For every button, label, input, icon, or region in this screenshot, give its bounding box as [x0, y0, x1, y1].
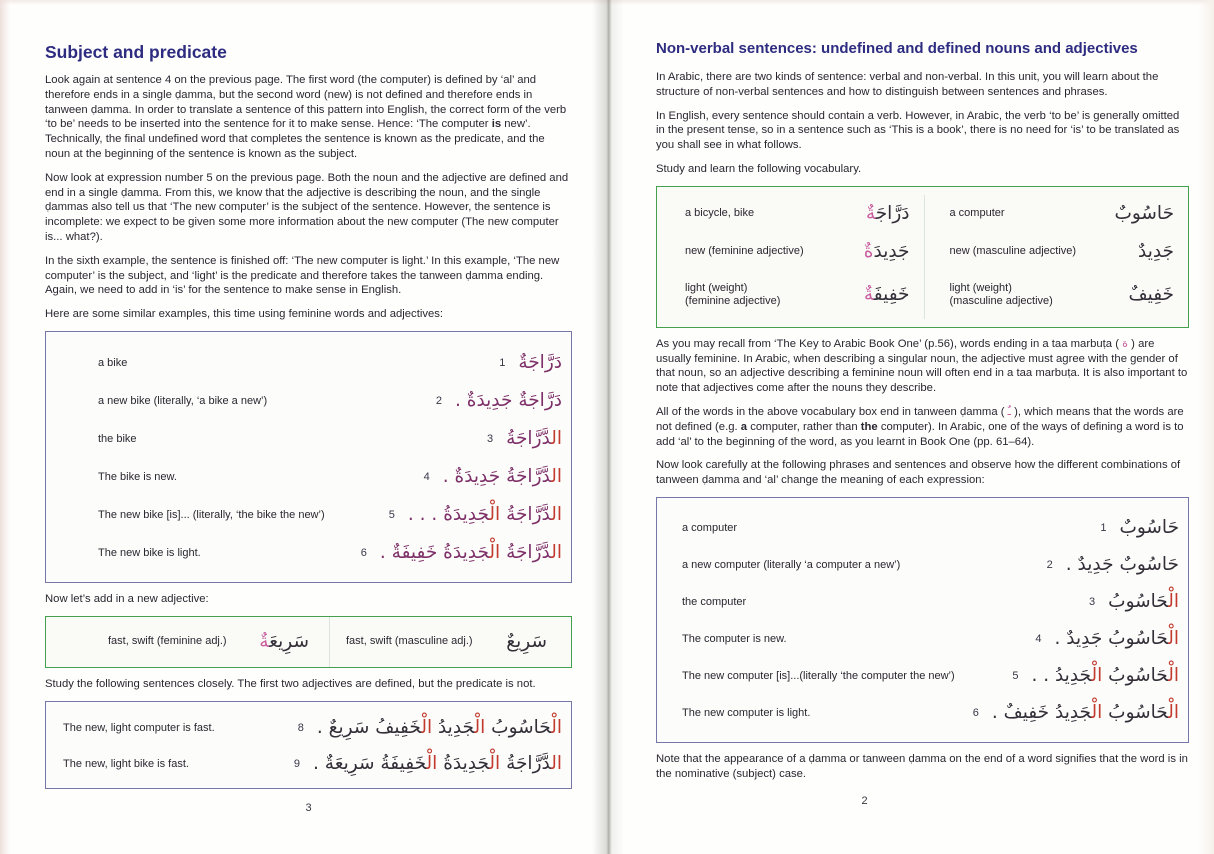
- text-segment: دَّرَّاجَةُ: [500, 752, 552, 774]
- vocab-row: [46, 617, 571, 667]
- examples-box-masculine: [656, 497, 1189, 743]
- example-number: 5: [388, 508, 395, 521]
- text-segment: دَرَّاجَ: [875, 202, 910, 224]
- english-gloss: The new computer [is]...(literally ‘the computer the new’): [682, 670, 955, 683]
- example-row: [657, 547, 1188, 584]
- arabic-text: [1128, 280, 1174, 310]
- arabic-text: [1055, 624, 1179, 654]
- text-segment: الْ: [474, 716, 486, 738]
- english-label: [685, 282, 780, 308]
- text-segment: حَاسُوبُ: [1102, 702, 1169, 724]
- text-segment: خَفِيفٌ: [1128, 283, 1174, 305]
- text-segment: الْ: [489, 541, 501, 563]
- text-segment: Here are some similar examples, this time using feminine words and adjectives:: [45, 308, 444, 321]
- text-segment: Study and learn the following vocabulary.: [656, 162, 862, 175]
- arabic-text: [443, 462, 562, 492]
- english-label-line: new (masculine adjective): [949, 245, 1077, 258]
- text-segment: الْ: [489, 503, 501, 525]
- text-segment: ), which means that the words are not defined (e.g.: [656, 405, 1184, 433]
- english-label: [950, 207, 1005, 220]
- text-segment: الْ: [551, 716, 562, 738]
- example-row: [46, 344, 571, 382]
- text-segment: الْ: [421, 716, 433, 738]
- text-segment: ةٌ: [259, 630, 270, 652]
- text-segment: الْ: [1091, 665, 1103, 687]
- text-segment: الْ: [1168, 628, 1179, 650]
- english-gloss: The new bike [is]... (literally, ‘the bike the new’): [98, 508, 325, 521]
- english-label-line: (feminine adjective): [685, 294, 781, 307]
- english-label-line: light (weight): [685, 281, 748, 294]
- paragraph: [656, 752, 1189, 782]
- example-row: [46, 420, 571, 458]
- example-row: [46, 496, 571, 534]
- english-gloss: the computer: [682, 596, 747, 609]
- english-label-line: new (feminine adjective): [685, 245, 804, 258]
- examples-box-feminine: [45, 331, 572, 583]
- text-segment: Now look carefully at the following phrases and sentences and observe how the different combinations of tanween ḍamma and ‘al’ change the meaning of each expression:: [656, 459, 1181, 487]
- text-segment: Study the following sentences closely. The first two adjectives are defined, but the predicate is not.: [45, 677, 536, 690]
- page-title: Non-verbal sentences: undefined and defined nouns and adjectives: [656, 40, 1138, 57]
- example-number: 2: [1046, 559, 1053, 572]
- text-segment: new’. Technically, the final undefined word that completes the sentence is known as the predicate, and the noun at the beginning of the sentence is known as the subject.: [45, 118, 545, 160]
- english-label-line: light (weight): [949, 281, 1012, 294]
- text-segment: ةٌ: [863, 283, 874, 305]
- text-segment: Now look at expression number 5 on the previous page. Both the noun and the adjective are defined and end in a single ḍamma. From this, we know that the adjective is describing the noun, and the single ḍammas also tell us that ‘The new computer’ is the subject of the sentence. However, the sentence is incomplete: we expect to be given some more information about the new computer (The new computer is... what?).: [45, 171, 569, 243]
- english-gloss: a computer: [682, 522, 738, 535]
- text-segment: سَرِيعَ: [269, 630, 309, 652]
- scan-edge-right: [1198, 0, 1214, 854]
- arabic-text: [1138, 237, 1174, 267]
- english-label-line: fast, swift (masculine adj.): [346, 635, 473, 648]
- arabic-text: [259, 627, 309, 657]
- paragraph: [656, 162, 1189, 177]
- vocab-cell: [925, 271, 1189, 319]
- vocab-cell: [925, 195, 1189, 233]
- text-segment: خَفِيفَ: [873, 283, 910, 305]
- english-gloss: The new computer is light.: [682, 707, 811, 720]
- text-segment: computer). In Arabic, one of the ways of defining a word is to add ‘al’ to the beginning of the word, as you learnt in Book One (pp. 61–64).: [656, 420, 1184, 448]
- text-segment: دَرَّاجَةٌ: [518, 351, 562, 373]
- text-segment: حَاسُوبٌ: [1114, 202, 1174, 224]
- vocab-cell: [657, 271, 925, 319]
- arabic-text: [408, 500, 562, 530]
- vocab-cell: [925, 233, 1189, 271]
- example-number: 1: [499, 356, 506, 369]
- page-title: Subject and predicate: [45, 42, 227, 62]
- example-number: 3: [1089, 596, 1096, 609]
- paragraph: [45, 592, 572, 607]
- arabic-text: [866, 199, 910, 229]
- text-segment: جَدِيدُ: [432, 716, 475, 738]
- text-segment: Look again at sentence 4 on the previous page. The first word (the computer) is defined by ‘al’ and therefore ends in a single ḍamma, but the second word (new) is not defined and therefore ends in tanween ḍamma. In order to translate a sentence of this pattern into English, the correct form of the verb ‘to be’ needs to be inserted into the sentence for it to make sense. Hence: ‘The computer: [45, 74, 567, 131]
- text-segment: All of the words in the above vocabulary box end in tanween ḍamma (: [656, 405, 1008, 418]
- text-segment: In the sixth example, the sentence is finished off: ‘The new computer is light.’ In this example, ‘The new computer’ is the subject, and ‘light’ is the predicate and therefore takes the tanween ḍamma ending. Again, we need to add in ‘is’ for the sentence to make sense in English.: [45, 254, 560, 297]
- text-segment: the: [860, 420, 878, 433]
- arabic-text: [992, 698, 1179, 728]
- english-label: [685, 245, 804, 258]
- text-segment: Note that the appearance of a ḍamma or tanween ḍamma on the end of a word signifies that the word is in the nominative (subject) case.: [656, 752, 1188, 780]
- text-segment: جَدِيدُ خَفِيفٌ .: [991, 702, 1092, 724]
- right-page: [656, 40, 1189, 807]
- arabic-text: [380, 538, 562, 568]
- paragraph: [45, 677, 572, 692]
- english-gloss: The new, light computer is fast.: [63, 721, 215, 734]
- example-row: [46, 382, 571, 420]
- page-number: 3: [305, 801, 312, 814]
- text-segment: ال: [551, 465, 562, 487]
- example-row: [657, 695, 1188, 732]
- inline-arabic: ة: [1122, 336, 1129, 350]
- text-segment: حَاسُوبُ جَدِيدٌ .: [1054, 628, 1169, 650]
- text-segment: خَفِيفَةُ سَرِيعَةٌ .: [313, 752, 427, 774]
- example-number: 3: [486, 432, 494, 445]
- text-segment: a: [740, 420, 748, 433]
- text-segment: جَدِيدَةُ . . .: [407, 503, 490, 525]
- example-row: [46, 458, 571, 496]
- arabic-text: [455, 386, 562, 416]
- paragraph: [45, 73, 572, 162]
- text-segment: دَّرَّاجَةُ جَدِيدَةٌ .: [442, 465, 552, 487]
- text-segment: In English, every sentence should contain a verb. However, in Arabic, the verb ‘to be’ is generally omitted in the present tense, so in a sentence such as ‘This is a book’, there is no need for ‘is’ to be translated as you shall see in what follows.: [656, 109, 1180, 152]
- arabic-text: [1114, 199, 1174, 229]
- text-segment: سَرِيعٌ: [506, 630, 547, 652]
- sentences-box: [45, 701, 572, 789]
- example-row: [46, 710, 571, 746]
- text-segment: خَفِيفُ سَرِيعٌ .: [316, 716, 422, 738]
- english-label: [346, 635, 473, 648]
- english-gloss: a bike: [98, 356, 128, 369]
- text-segment: دَرَّاجَةٌ جَدِيدَةٌ .: [454, 389, 562, 411]
- text-segment: دَّرَّاجَةُ: [500, 503, 552, 525]
- text-segment: حَاسُوبُ: [485, 716, 552, 738]
- english-label-line: (masculine adjective): [949, 294, 1053, 307]
- text-segment: As you may recall from ‘The Key to Arabic Book One’ (p.56), words ending in a taa marbuṭa (: [656, 337, 1123, 350]
- vocab-cell: [330, 617, 571, 667]
- english-label-line: fast, swift (feminine adj.): [108, 635, 227, 648]
- text-segment: جَدِيدَ: [873, 240, 910, 262]
- text-segment: ةٌ: [863, 240, 874, 262]
- english-label-line: a computer: [949, 207, 1005, 220]
- text-segment: is: [491, 118, 502, 131]
- paragraph: [656, 109, 1189, 153]
- text-segment: حَاسُوبُ: [1102, 665, 1169, 687]
- vocab-cell: [657, 195, 925, 233]
- text-segment: الْ: [1168, 702, 1179, 724]
- text-segment: ال: [551, 541, 562, 563]
- example-row: [657, 621, 1188, 658]
- example-row: [657, 658, 1188, 695]
- english-label: [108, 635, 227, 648]
- arabic-text: [1066, 550, 1179, 580]
- example-number: 5: [1012, 670, 1019, 683]
- arabic-text: [1119, 513, 1179, 543]
- text-segment: computer, rather than: [747, 420, 861, 433]
- example-row: [46, 534, 571, 572]
- english-label: [950, 282, 1053, 308]
- english-label-line: a bicycle, bike: [685, 207, 755, 220]
- arabic-text: [317, 713, 562, 743]
- text-segment: ال: [551, 503, 562, 525]
- adjective-vocab-box: [45, 616, 572, 668]
- paragraph: [656, 337, 1189, 396]
- text-segment: حَاسُوبٌ: [1119, 517, 1179, 539]
- text-segment: In Arabic, there are two kinds of sentence: verbal and non-verbal. In this unit, you will learn about the structure of non-verbal sentences and how to distinguish between sentences and phrases.: [656, 71, 1159, 98]
- text-segment: دَّرَّاجَةُ: [500, 541, 552, 563]
- text-segment: جَدِيدَةُ: [437, 752, 490, 774]
- english-gloss: The new, light bike is fast.: [63, 757, 189, 770]
- example-number: 2: [435, 394, 442, 407]
- text-segment: الْ: [1168, 591, 1179, 613]
- english-gloss: The bike is new.: [98, 470, 177, 483]
- text-segment: الْ: [426, 752, 438, 774]
- text-segment: جَدِيدُ . .: [1031, 665, 1092, 687]
- text-segment: الْ: [1168, 665, 1179, 687]
- arabic-text: [506, 627, 547, 657]
- text-segment: ال: [551, 752, 562, 774]
- english-gloss: a new computer (literally ‘a computer a new’): [682, 559, 901, 572]
- paragraph: [656, 405, 1189, 449]
- paragraph: [45, 254, 572, 298]
- example-number: 6: [360, 546, 367, 559]
- paragraph: [656, 70, 1189, 100]
- text-segment: حَاسُوبٌ جَدِيدٌ .: [1065, 554, 1179, 576]
- left-page: [45, 42, 572, 814]
- vocab-cell: [46, 617, 330, 667]
- english-gloss: The computer is new.: [682, 633, 787, 646]
- example-row: [657, 510, 1188, 547]
- text-segment: الْ: [1091, 702, 1103, 724]
- english-label: [685, 207, 754, 220]
- arabic-text: [518, 348, 562, 378]
- paragraph: [45, 307, 572, 322]
- text-segment: جَدِيدٌ: [1137, 240, 1174, 262]
- text-segment: ةٌ: [865, 202, 876, 224]
- text-segment: حَاسُوبُ: [1108, 591, 1169, 613]
- example-row: [657, 584, 1188, 621]
- arabic-text: [1108, 587, 1179, 617]
- text-segment: Now let’s add in a new adjective:: [45, 592, 209, 605]
- scan-edge-left: [0, 0, 10, 854]
- vocab-row: [657, 271, 1188, 319]
- arabic-text: [1031, 661, 1179, 691]
- vocabulary-box: [656, 186, 1189, 328]
- text-segment: دَّرَّاجَةُ: [506, 427, 552, 449]
- arabic-text: [313, 749, 562, 779]
- page-number: 2: [861, 794, 868, 807]
- vocab-row: [657, 233, 1188, 271]
- example-number: 9: [293, 757, 301, 770]
- text-segment: الْ: [489, 752, 501, 774]
- example-row: [46, 746, 571, 782]
- paragraph: [45, 171, 572, 245]
- example-number: 1: [1100, 522, 1107, 535]
- arabic-text: [864, 237, 910, 267]
- text-segment: ال: [551, 427, 562, 449]
- inline-arabic: ـٌ: [1007, 404, 1011, 418]
- paragraph: [656, 458, 1189, 488]
- text-segment: جَدِيدَةُ خَفِيفَةٌ .: [379, 541, 490, 563]
- vocab-cell: [657, 233, 925, 271]
- example-number: 8: [297, 721, 304, 734]
- example-number: 4: [423, 470, 430, 483]
- example-number: 6: [972, 707, 979, 720]
- english-gloss: The new bike is light.: [98, 546, 201, 559]
- arabic-text: [864, 280, 910, 310]
- english-gloss: the bike: [98, 432, 137, 445]
- vocab-row: [657, 195, 1188, 233]
- english-label: [950, 245, 1077, 258]
- text-segment: ) are usually feminine. In Arabic, when describing a singular noun, the adjective must agree with the gender of that noun, so an adjective describing a feminine noun will often end in a taa marbuṭa. It is also important to note that adjectives come after the nouns they describe.: [656, 337, 1188, 395]
- english-gloss: a new bike (literally, ‘a bike a new’): [98, 394, 268, 407]
- book-gutter-shadow: [592, 0, 624, 854]
- arabic-text: [506, 424, 562, 454]
- example-number: 4: [1035, 633, 1042, 646]
